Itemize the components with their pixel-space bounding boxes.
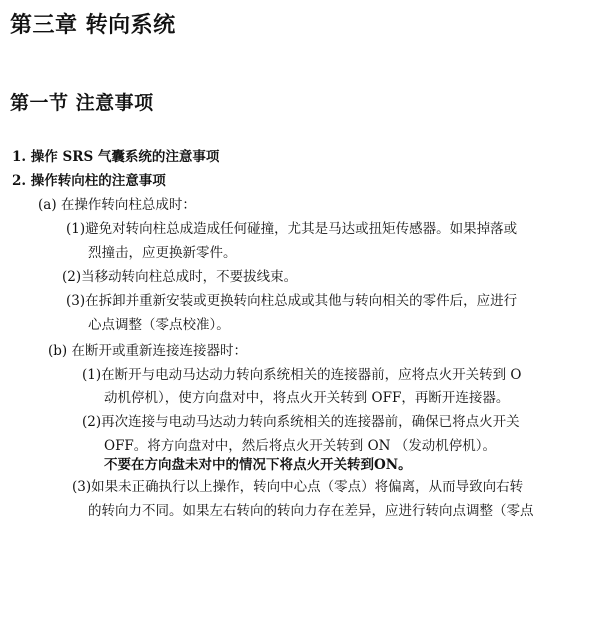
warning-text: 不要在方向盘未对中的情况下将点火开关转到ON。	[104, 457, 412, 473]
chapter-title: 第三章 转向系统	[10, 12, 176, 38]
list-item-1: 1. 操作 SRS 气囊系统的注意事项	[12, 149, 220, 165]
subitem-b-2-line2: OFF。将方向盘对中，然后将点火开关转到 ON （发动机停机）。	[104, 438, 497, 454]
subitem-b-3-line2: 的转向力不同。如果左右转向的转向力存在差异，应进行转向点调整（零点	[88, 503, 534, 519]
subitem-a-3-line2: 心点调整（零点校准）。	[88, 317, 230, 333]
section-title: 第一节 注意事项	[10, 92, 154, 114]
subitem-a-2: (2)当移动转向柱总成时，不要拔线束。	[62, 269, 298, 285]
subitem-a-3-line1: (3)在拆卸并重新安装或更换转向柱总成或其他与转向相关的零件后，应进行	[66, 293, 518, 309]
subitem-b-1-line1: (1)在断开与电动马达动力转向系统相关的连接器前，应将点火开关转到 O	[82, 367, 522, 383]
subitem-a-1-line1: (1)避免对转向柱总成造成任何碰撞，尤其是马达或扭矩传感器。如果掉落或	[66, 221, 518, 237]
subitem-a-heading: (a) 在操作转向柱总成时：	[38, 197, 196, 213]
subitem-b-3-line1: (3)如果未正确执行以上操作，转向中心点（零点）将偏离，从而导致向右转	[72, 479, 524, 495]
subitem-b-heading: (b) 在断开或重新连接连接器时：	[48, 343, 247, 359]
subitem-a-1-line2: 烈撞击，应更换新零件。	[88, 245, 237, 261]
list-item-2: 2. 操作转向柱的注意事项	[12, 173, 166, 189]
subitem-b-2-line1: (2)再次连接与电动马达动力转向系统相关的连接器前，确保已将点火开关	[82, 414, 520, 430]
subitem-b-1-line2: 动机停机），使方向盘对中，将点火开关转到 OFF，再断开连接器。	[104, 390, 510, 406]
